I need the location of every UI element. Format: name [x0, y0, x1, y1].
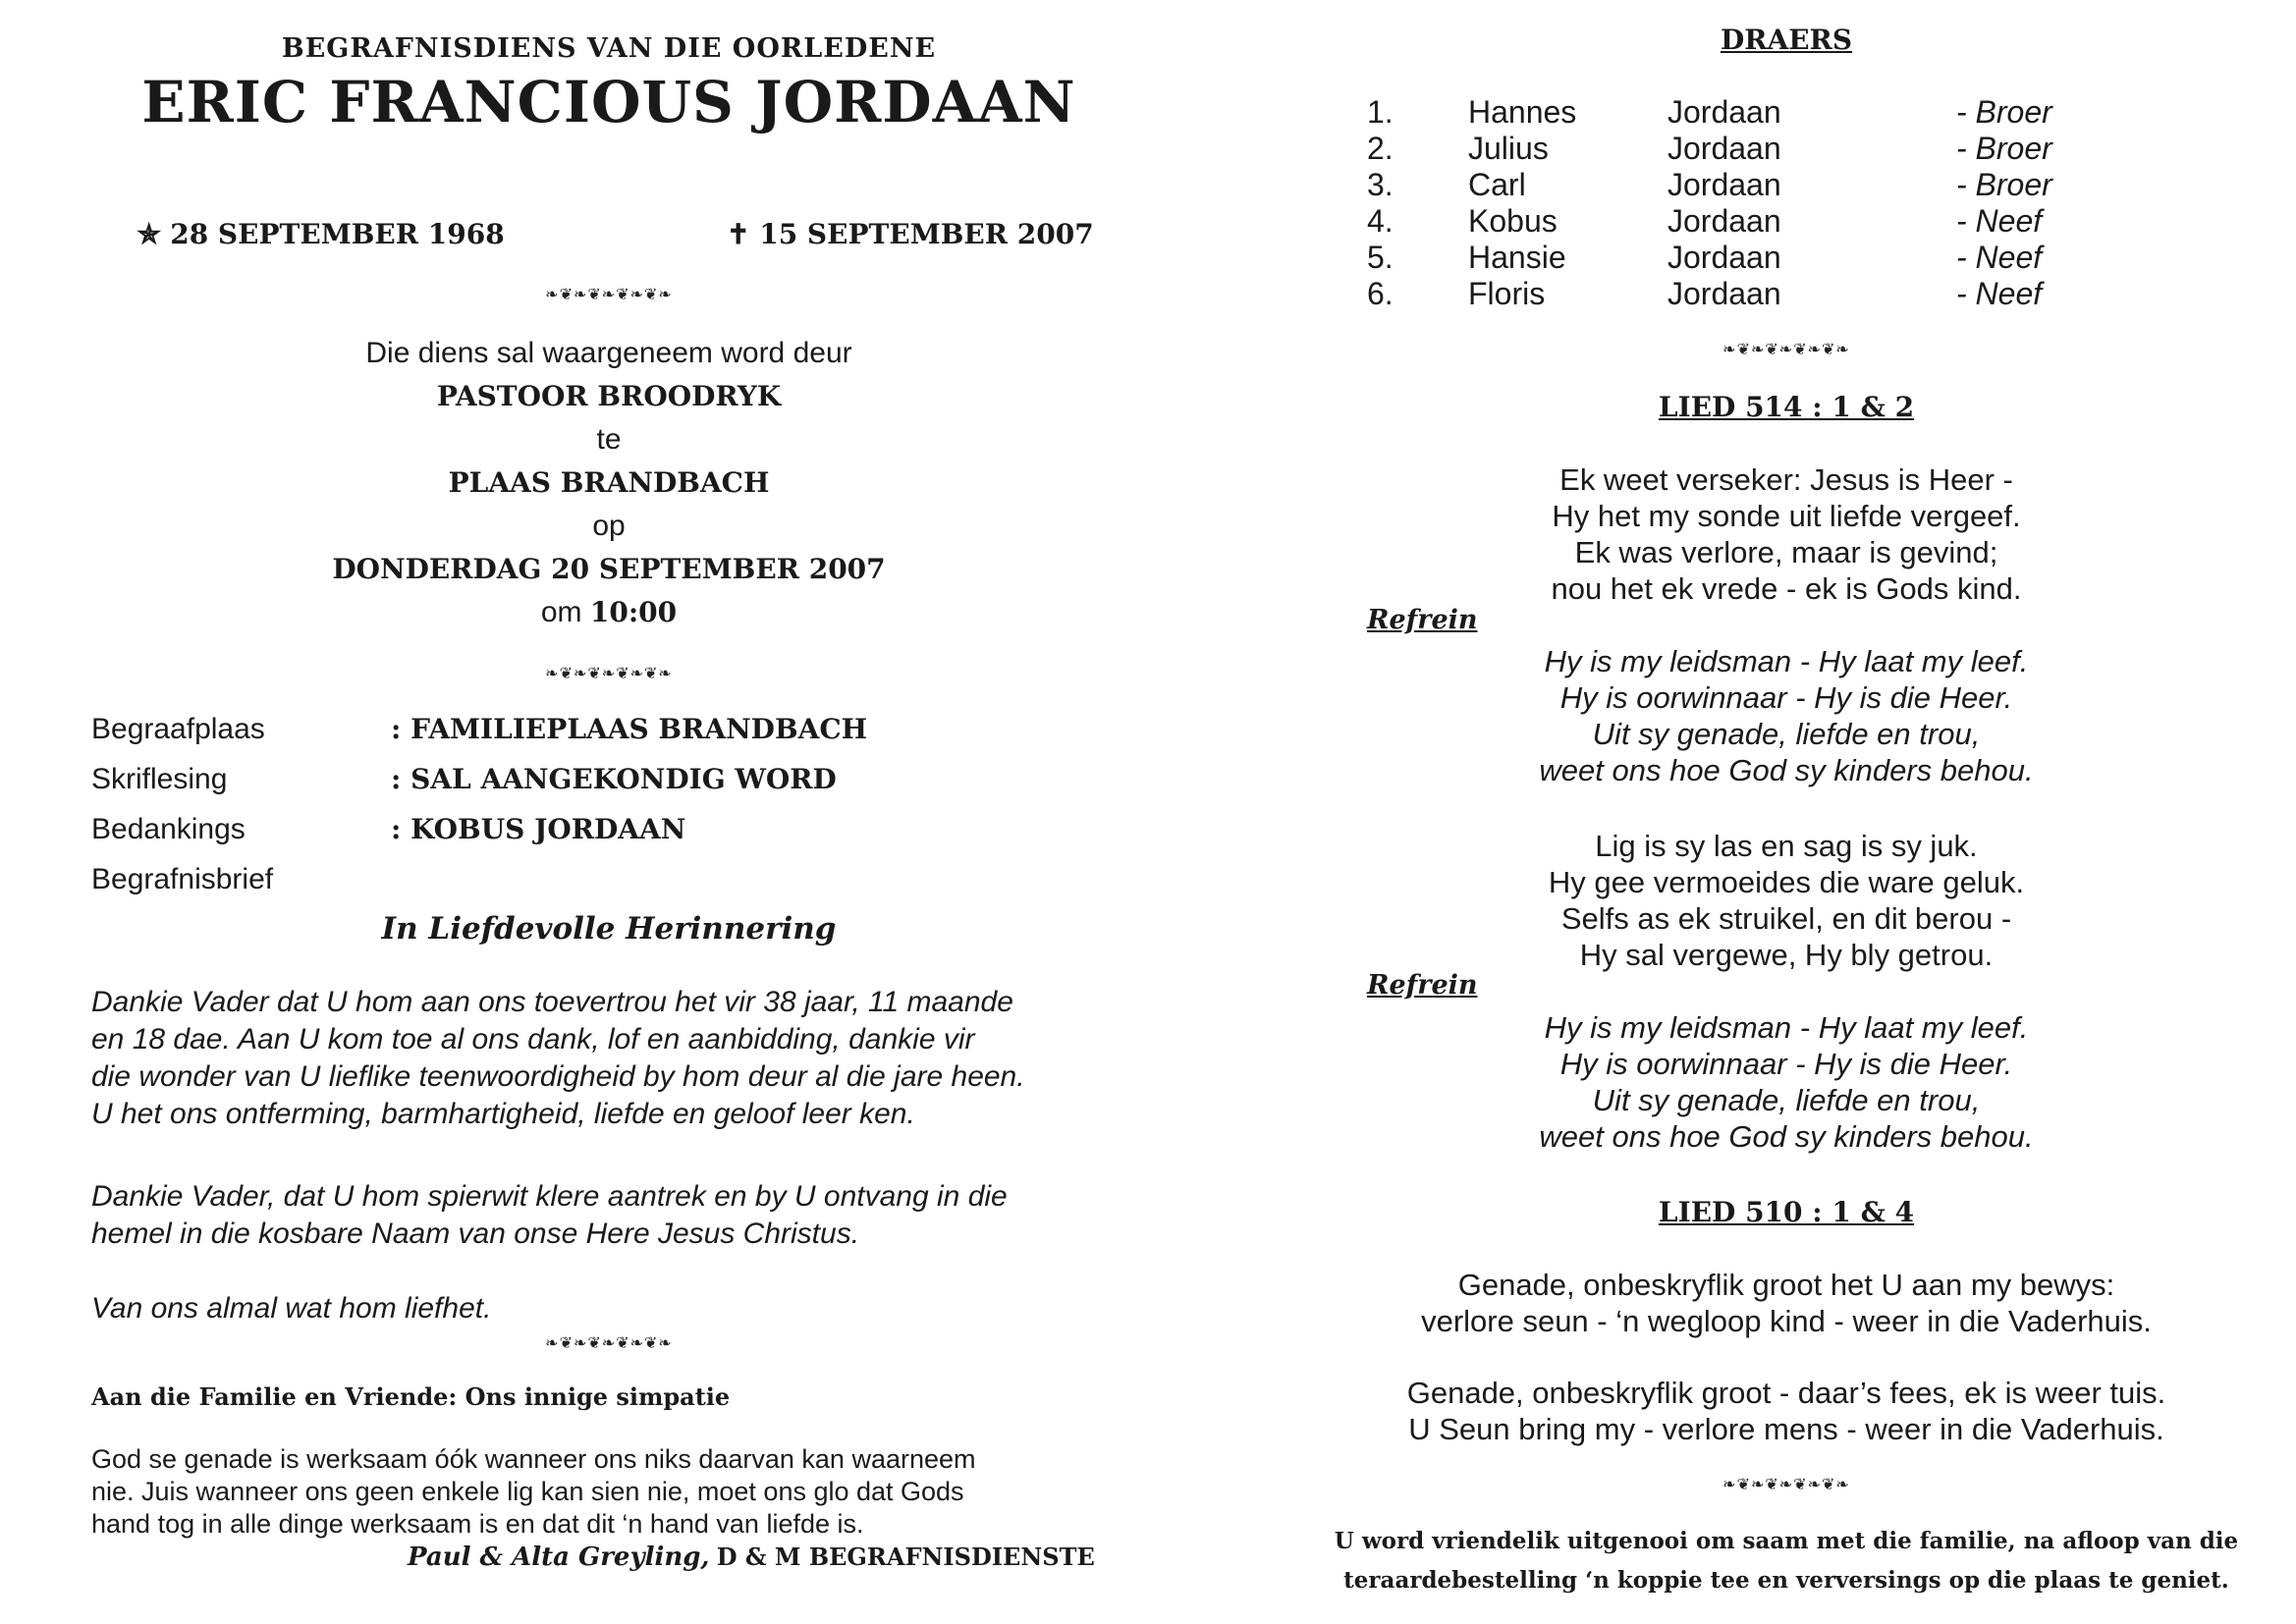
sympathy-line: hand tog in alle dinge werksaam is en dat dit ‘n hand van liefde is.	[91, 1509, 864, 1539]
service-header: BEGRAFNISDIENS VAN DIE OORLEDENE	[281, 33, 937, 64]
lyric-line: Hy is my leidsman - Hy laat my leef.	[1544, 644, 2029, 678]
detail-row	[91, 763, 1113, 813]
sympathy-line: God se genade is werksaam óók wanneer ons niks daarvan kan waarneem	[91, 1444, 976, 1474]
lyric-line: Uit sy genade, liefde en trou,	[1592, 717, 1981, 751]
cross-icon: ✝	[727, 218, 750, 250]
deceased-name: ERIC FRANCIOUS JORDAAN	[141, 69, 1076, 135]
lyric-line: Hy gee vermoeides die ware geluk.	[1548, 865, 2025, 899]
bearer-surname: Jordaan	[1667, 203, 1781, 239]
detail-label: Bedankings	[91, 813, 246, 845]
memory-line: en 18 dae. Aan U kom toe al ons dank, lof en aanbidding, dankie vir	[91, 1023, 975, 1056]
bearer-number: 2.	[1367, 131, 1394, 166]
lyric-line: Selfs as ek struikel, en dit berou -	[1560, 901, 2012, 936]
signature-names: Paul & Alta Greyling,	[408, 1543, 710, 1572]
bearer-first-name: Hannes	[1468, 94, 1577, 130]
time-prefix: om	[540, 596, 582, 628]
bearer-row	[1367, 94, 2251, 131]
pastor-name: PASTOOR BROODRYK	[436, 380, 782, 412]
bearer-surname: Jordaan	[1667, 167, 1781, 202]
lyric-line: Hy is oorwinnaar - Hy is die Heer.	[1559, 680, 2013, 715]
service-time-line	[0, 591, 1218, 634]
song-1-verse-1	[1277, 461, 2296, 607]
memory-title: In Liefdevolle Herinnering	[381, 911, 837, 947]
refrain-label: Refrein	[1367, 970, 1478, 1001]
star-icon: ✯	[137, 218, 161, 250]
bearer-surname: Jordaan	[1667, 131, 1781, 166]
bearer-row	[1367, 276, 2251, 312]
signature-organisation: D & M BEGRAFNISDIENSTE	[716, 1543, 1095, 1571]
service-info	[0, 332, 1218, 634]
right-page	[1277, 0, 2296, 1624]
bearer-first-name: Floris	[1468, 276, 1546, 311]
divider-ornament: ❧❦❧❦❧❦❧❦❧	[545, 285, 673, 303]
bearer-number: 6.	[1367, 276, 1394, 311]
te-text: te	[596, 423, 622, 456]
detail-label: Begrafnisbrief	[91, 863, 274, 895]
bearers-title: DRAERS	[1720, 24, 1853, 56]
detail-row	[91, 813, 1113, 863]
bearer-number: 1.	[1367, 94, 1394, 130]
divider-ornament: ❧❦❧❦❧❦❧❦❧	[1722, 340, 1850, 358]
refrain-label: Refrein	[1367, 605, 1478, 635]
bearer-first-name: Kobus	[1468, 203, 1558, 239]
invitation-line: U word vriendelik uitgenooi om saam met die familie, na afloop van die	[1334, 1528, 2239, 1554]
lyric-line: Hy is oorwinnaar - Hy is die Heer.	[1559, 1047, 2013, 1081]
detail-label: Begraafplaas	[91, 713, 265, 745]
memory-line: U het ons ontferming, barmhartigheid, liefde en geloof leer ken.	[91, 1098, 915, 1130]
memory-line: Dankie Vader, dat U hom spierwit klere aantrek en by U ontvang in die	[91, 1180, 1008, 1213]
bearer-number: 4.	[1367, 203, 1394, 239]
lyric-line: nou het ek vrede - ek is Gods kind.	[1551, 571, 2022, 606]
details-list	[91, 713, 1113, 913]
birth-date: 28 SEPTEMBER 1968	[170, 218, 505, 250]
bearer-relation: - Broer	[1956, 131, 2052, 166]
detail-row	[91, 713, 1113, 763]
bearer-number: 5.	[1367, 240, 1394, 275]
sympathy-title: Aan die Familie en Vriende: Ons innige simpatie	[91, 1382, 731, 1411]
death-date-line	[727, 218, 1094, 250]
sympathy-line: nie. Juis wanneer ons geen enkele lig kan sien nie, moet ons glo dat Gods	[91, 1477, 964, 1506]
lyric-line: U Seun bring my - verlore mens - weer in die Vaderhuis.	[1408, 1412, 2164, 1446]
lyric-line: Genade, onbeskryflik groot het U aan my bewys:	[1457, 1268, 2115, 1302]
detail-label: Skriflesing	[91, 763, 228, 795]
lyric-line: Hy sal vergewe, Hy bly getrou.	[1579, 938, 1994, 972]
memory-line: hemel in die kosbare Naam van onse Here Jesus Christus.	[91, 1218, 860, 1250]
bearer-relation: - Neef	[1956, 203, 2043, 239]
lyric-line: Hy het my sonde uit liefde vergeef.	[1552, 499, 2021, 533]
refrain-1	[1277, 643, 2296, 788]
memory-paragraph-2	[91, 1178, 1172, 1253]
bearer-relation: - Broer	[1956, 167, 2052, 202]
lyric-line: Genade, onbeskryflik groot - daar’s fees, ek is weer tuis.	[1406, 1376, 2166, 1410]
bearer-first-name: Carl	[1468, 167, 1526, 202]
birth-date-line	[137, 218, 505, 250]
song-1-title: LIED 514 : 1 & 2	[1658, 391, 1915, 423]
divider-ornament: ❧❦❧❦❧❦❧❦❧	[545, 1333, 673, 1352]
lyric-line: Ek weet verseker: Jesus is Heer -	[1559, 462, 2013, 497]
signature	[408, 1542, 1095, 1572]
death-date: 15 SEPTEMBER 2007	[759, 218, 1094, 250]
song-2-title: LIED 510 : 1 & 4	[1658, 1196, 1915, 1228]
service-date: DONDERDAG 20 SEPTEMBER 2007	[332, 553, 886, 585]
service-time: 10:00	[589, 596, 678, 628]
bearer-row	[1367, 131, 2251, 167]
bearer-relation: - Neef	[1956, 276, 2043, 311]
sympathy-text	[91, 1443, 1172, 1541]
bearer-relation: - Broer	[1956, 94, 2052, 130]
detail-row	[91, 863, 1113, 913]
lyric-line: weet ons hoe God sy kinders behou.	[1539, 753, 2034, 787]
lyric-line: weet ons hoe God sy kinders behou.	[1539, 1119, 2034, 1154]
song-2-verse-2	[1277, 1375, 2296, 1447]
invitation-line: teraardebestelling ‘n koppie tee en verversings op die plaas te geniet.	[1343, 1567, 2229, 1594]
bearers-list	[1367, 94, 2251, 312]
bearer-row	[1367, 203, 2251, 240]
song-2-verse-1	[1277, 1267, 2296, 1339]
detail-value: : FAMILIEPLAAS BRANDBACH	[391, 713, 868, 745]
bearer-surname: Jordaan	[1667, 276, 1781, 311]
op-text: op	[592, 510, 626, 542]
service-intro: Die diens sal waargeneem word deur	[365, 337, 852, 369]
memory-line: Dankie Vader dat U hom aan ons toevertrou het vir 38 jaar, 11 maande	[91, 986, 1013, 1018]
divider-ornament: ❧❦❧❦❧❦❧❦❧	[545, 664, 673, 682]
bearer-number: 3.	[1367, 167, 1394, 202]
memory-paragraph-3: Van ons almal wat hom liefhet.	[91, 1292, 492, 1325]
song-1-verse-2	[1277, 828, 2296, 973]
refrain-2	[1277, 1009, 2296, 1155]
lyric-line: Uit sy genade, liefde en trou,	[1592, 1083, 1981, 1117]
bearer-row	[1367, 240, 2251, 276]
lyric-line: Hy is my leidsman - Hy laat my leef.	[1544, 1010, 2029, 1045]
service-place: PLAAS BRANDBACH	[448, 466, 770, 499]
lyric-line: verlore seun - ‘n wegloop kind - weer in die Vaderhuis.	[1421, 1304, 2152, 1338]
detail-value: : KOBUS JORDAAN	[391, 813, 686, 845]
divider-ornament: ❧❦❧❦❧❦❧❦❧	[1722, 1475, 1850, 1493]
invitation-text	[1267, 1522, 2296, 1600]
bearer-relation: - Neef	[1956, 240, 2043, 275]
detail-value: : SAL AANGEKONDIG WORD	[391, 763, 837, 795]
lyric-line: Lig is sy las en sag is sy juk.	[1595, 829, 1978, 863]
bearer-surname: Jordaan	[1667, 240, 1781, 275]
bearer-surname: Jordaan	[1667, 94, 1781, 130]
bearer-first-name: Julius	[1468, 131, 1549, 166]
bearer-first-name: Hansie	[1468, 240, 1566, 275]
memory-line: die wonder van U lieflike teenwoordigheid by hom deur al die jare heen.	[91, 1060, 1025, 1093]
lyric-line: Ek was verlore, maar is gevind;	[1574, 535, 1998, 569]
memory-paragraph-1	[91, 984, 1172, 1133]
bearer-row	[1367, 167, 2251, 203]
